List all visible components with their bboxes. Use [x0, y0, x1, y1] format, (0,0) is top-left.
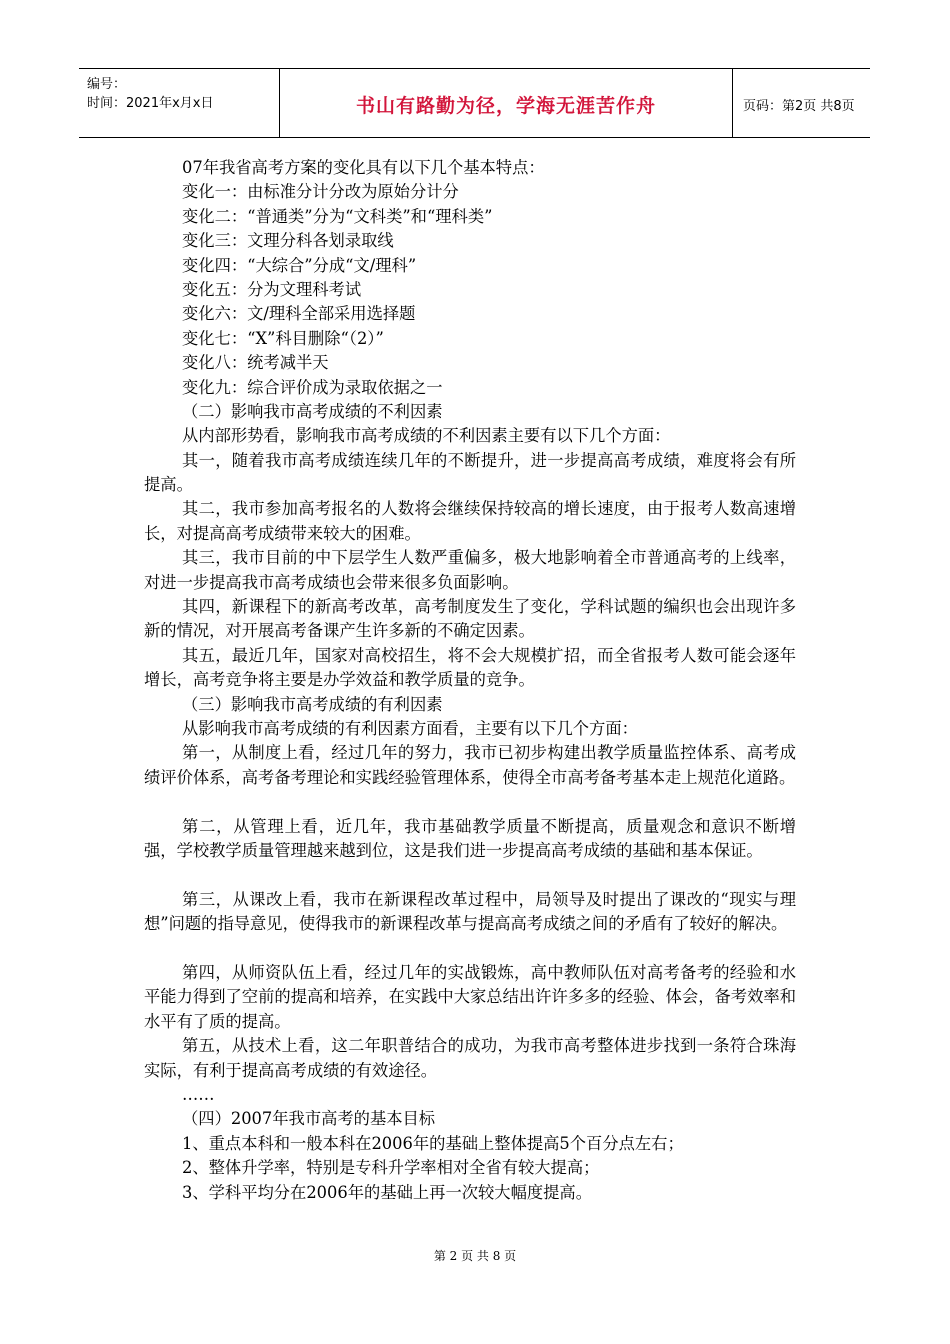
header-info-cell [79, 69, 280, 137]
paragraph: 其三，我市目前的中下层学生人数严重偏多，极大地影响着全市普通高考的上线率，对进一步提高我市高考成绩也会带来很多负面影响。 [144, 548, 796, 592]
change-item: 变化三：文理分科各划录取线 [182, 231, 394, 251]
ellipsis: …… [182, 1085, 215, 1104]
section-heading: （三）影响我市高考成绩的有利因素 [182, 694, 443, 714]
paragraph: 其四，新课程下的新高考改革，高考制度发生了变化，学科试题的编织也会出现许多新的情况，对开展高考备课产生许多新的不确定因素。 [144, 597, 796, 641]
change-item: 变化五：分为文理科考试 [182, 279, 362, 299]
change-item: 变化八：统考减半天 [182, 353, 329, 373]
goal-item: 1、重点本科和一般本科在2006年的基础上整体提高5个百分点左右； [182, 1133, 684, 1153]
page-header [79, 68, 870, 138]
paragraph: 从内部形势看，影响我市高考成绩的不利因素主要有以下几个方面： [182, 426, 671, 446]
paragraph: 其五，最近几年，国家对高校招生，将不会大规模扩招，而全省报考人数可能会逐年增长，高考竞争将主要是办学效益和教学质量的竞争。 [144, 645, 796, 690]
goal-item: 2、整体升学率，特别是专科升学率相对全省有较大提高； [182, 1158, 600, 1178]
goal-item: 3、学科平均分在2006年的基础上再一次较大幅度提高。 [182, 1182, 592, 1202]
motto-text: 书山有路勤为径，学海无涯苦作舟 [355, 95, 656, 117]
header-page-cell [733, 69, 870, 137]
header-motto-cell [280, 69, 733, 137]
section-heading: （二）影响我市高考成绩的不利因素 [182, 401, 443, 421]
number-label: 编号： [87, 77, 127, 92]
intro-line: 07年我省高考方案的变化具有以下几个基本特点： [182, 158, 545, 177]
paragraph: 其二，我市参加高考报名的人数将会继续保持较高的增长速度，由于报考人数高速增长，对提高高考成绩带来较大的困难。 [144, 499, 796, 543]
paragraph: 从影响我市高考成绩的有利因素方面看，主要有以下几个方面： [182, 719, 638, 739]
paragraph: 第四，从师资队伍上看，经过几年的实战锻炼，高中教师队伍对高考备考的经验和水平能力得到了空前的提高和培养，在实践中大家总结出许许多多的经验、体会，备考效率和水平有了质的提高。 [144, 963, 796, 1031]
paragraph: 第二，从管理上看，近几年，我市基础教学质量不断提高，质量观念和意识不断增强，学校教学质量管理越来越到位，这是我们进一步提高高考成绩的基础和基本保证。 [144, 816, 796, 861]
change-item: 变化一：由标准分计分改为原始分计分 [182, 182, 459, 202]
document-body [144, 156, 796, 1205]
paragraph: 其一，随着我市高考成绩连续几年的不断提升，进一步提高高考成绩，难度将会有所提高。 [144, 450, 796, 495]
time-label: 时间：2021年x月x日 [87, 96, 214, 111]
change-item: 变化六：文/理科全部采用选择题 [182, 304, 416, 324]
paragraph: 第五，从技术上看，这二年职普结合的成功，为我市高考整体进步找到一条符合珠海实际，有利于提高高考成绩的有效途径。 [144, 1036, 796, 1080]
change-item: 变化二：“普通类”分为“文科类”和“理科类” [182, 206, 493, 226]
change-item: 变化九：综合评价成为录取依据之一 [182, 377, 443, 397]
section-heading: （四）2007年我市高考的基本目标 [182, 1109, 436, 1129]
page-number-label: 页码：第2页 共8页 [743, 99, 855, 114]
page-footer: 第 2 页 共 8 页 [433, 1249, 517, 1263]
paragraph: 第一，从制度上看，经过几年的努力，我市已初步构建出教学质量监控体系、高考成绩评价体系，高考备考理论和实践经验管理体系，使得全市高考备考基本走上规范化道路。 [144, 743, 796, 787]
paragraph: 第三，从课改上看，我市在新课程改革过程中，局领导及时提出了课改的“现实与理想”问题的指导意见，使得我市的新课程改革与提高高考成绩之间的矛盾有了较好的解决。 [144, 889, 796, 934]
change-item: 变化七：“X”科目删除“（2）” [182, 328, 384, 348]
change-item: 变化四：“大综合”分成“文/理科” [182, 255, 417, 275]
